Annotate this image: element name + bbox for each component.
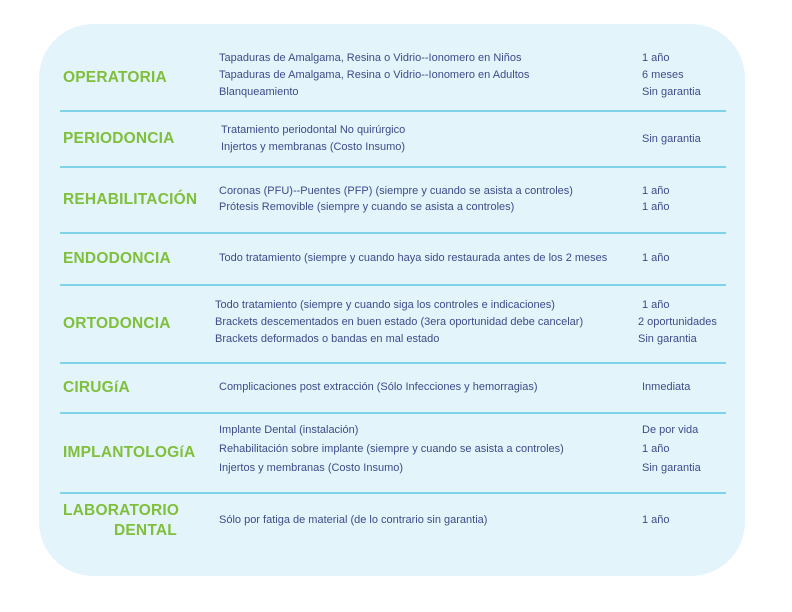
treatment-description: Complicaciones post extracción (Sólo Infecciones y hemorragias)	[219, 381, 538, 393]
treatment-description: Coronas (PFU)--Puentes (PFP) (siempre y cuando se asista a controles)	[219, 185, 573, 197]
warranty-value: 1 año	[642, 252, 670, 264]
category-label: REHABILITACIÓN	[63, 191, 198, 208]
treatment-description: Injertos y membranas (Costo Insumo)	[221, 141, 406, 153]
row-endodoncia	[0, 234, 792, 284]
treatment-description: Sólo por fatiga de material (de lo contrario sin garantia)	[219, 514, 488, 526]
row-ortodoncia	[0, 286, 792, 362]
category-label-line1: LABORATORIO	[63, 502, 180, 519]
warranty-value: 1 año	[642, 52, 670, 64]
treatment-description: Implante Dental (instalación)	[219, 424, 359, 436]
warranty-value: 1 año	[642, 514, 670, 526]
treatment-description: Injertos y membranas (Costo Insumo)	[219, 462, 404, 474]
category-label: ORTODONCIA	[63, 315, 171, 332]
treatment-description: Rehabilitación sobre implante (siempre y cuando se asista a controles)	[219, 443, 564, 455]
treatment-description: Todo tratamiento (siempre y cuando siga los controles e indicaciones)	[215, 299, 555, 311]
category-label: IMPLANTOLOGíA	[63, 444, 196, 461]
treatment-description: Todo tratamiento (siempre y cuando haya sido restaurada antes de los 2 meses	[219, 252, 608, 264]
warranty-value: 1 año	[642, 185, 670, 197]
treatment-description: Prótesis Removible (siempre y cuando se asista a controles)	[219, 201, 515, 213]
category-label: CIRUGíA	[63, 379, 130, 396]
row-periodoncia	[0, 112, 792, 166]
warranty-value: Sin garantia	[642, 86, 701, 98]
row-cirugia	[0, 364, 792, 412]
warranty-value: Inmediata	[642, 381, 691, 393]
warranty-value: 1 año	[642, 201, 670, 213]
row-operatoria	[0, 48, 792, 108]
warranty-value: Sin garantia	[638, 333, 697, 345]
treatment-description: Tapaduras de Amalgama, Resina o Vidrio--Ionomero en Niños	[219, 52, 522, 64]
treatment-description: Brackets descementados en buen estado (3era oportunidad debe cancelar)	[215, 316, 584, 328]
warranty-value: 1 año	[642, 299, 670, 311]
treatment-description: Brackets deformados o bandas en mal estado	[215, 333, 440, 345]
warranty-value: De por vida	[642, 424, 699, 436]
category-label: OPERATORIA	[63, 69, 167, 86]
warranty-value: Sin garantia	[642, 133, 701, 145]
warranty-value: 2 oportunidades	[638, 316, 717, 328]
row-rehabilitacion	[0, 168, 792, 232]
warranty-value: 1 año	[642, 443, 670, 455]
treatment-description: Tapaduras de Amalgama, Resina o Vidrio--Ionomero en Adultos	[219, 69, 530, 81]
category-label: ENDODONCIA	[63, 250, 171, 267]
row-laboratorio-dental	[0, 494, 792, 548]
treatment-description: Blanqueamiento	[219, 86, 299, 98]
category-label: PERIODONCIA	[63, 130, 175, 147]
treatment-description: Tratamiento periodontal No quirúrgico	[221, 124, 406, 136]
category-label-line2: DENTAL	[114, 522, 177, 539]
warranty-value: 6 meses	[642, 69, 684, 81]
row-implantologia	[0, 414, 792, 492]
warranty-value: Sin garantia	[642, 462, 701, 474]
category-label	[63, 501, 179, 541]
